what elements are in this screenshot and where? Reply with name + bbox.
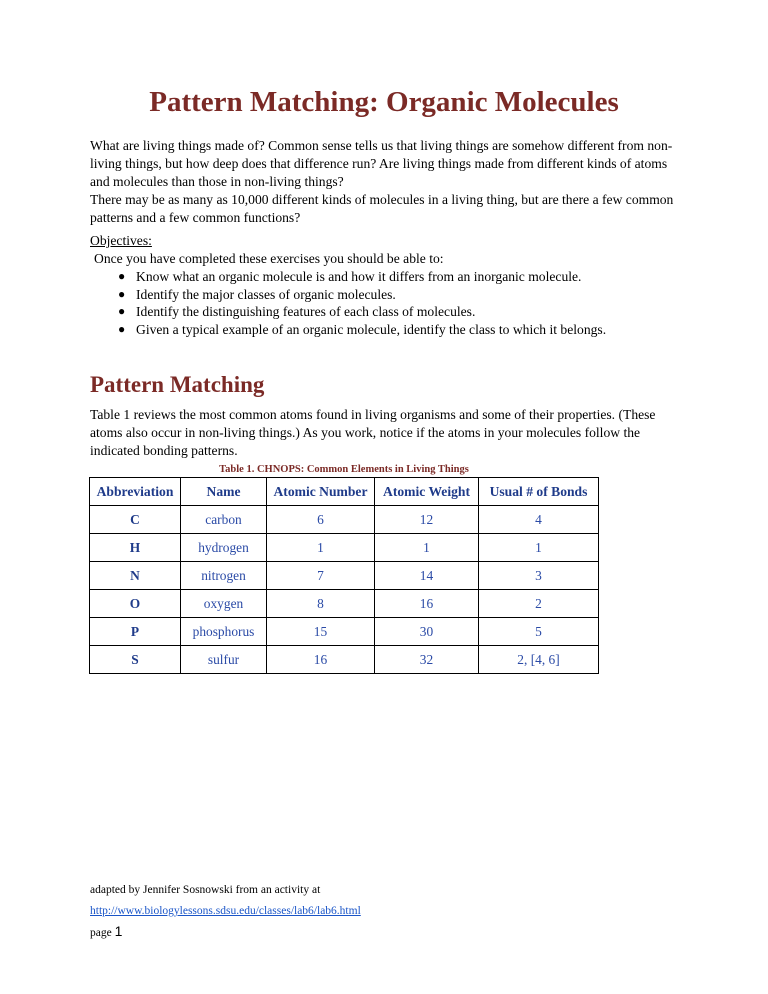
cell-atomic-number: 6 [267,506,375,534]
cell-usual-bonds: 5 [479,618,599,646]
cell-abbreviation: C [90,506,181,534]
page-number-value: 1 [114,923,123,939]
cell-usual-bonds: 3 [479,562,599,590]
cell-name: carbon [181,506,267,534]
cell-atomic-weight: 1 [375,534,479,562]
cell-abbreviation: N [90,562,181,590]
cell-atomic-number: 16 [267,646,375,674]
objective-text: Given a typical example of an organic molecule, identify the class to which it belongs. [136,321,607,337]
cell-name: phosphorus [181,618,267,646]
cell-abbreviation: S [90,646,181,674]
header-name: Name [181,478,267,506]
cell-atomic-weight: 30 [375,618,479,646]
cell-atomic-weight: 14 [375,562,479,590]
objective-item [118,268,606,286]
objective-text: Identify the major classes of organic molecules. [136,286,396,302]
header-abbreviation: Abbreviation [90,478,181,506]
cell-abbreviation: H [90,534,181,562]
objective-item [118,321,606,339]
table-header-row [90,478,599,506]
cell-atomic-number: 1 [267,534,375,562]
cell-usual-bonds: 4 [479,506,599,534]
header-atomic-weight: Atomic Weight [375,478,479,506]
cell-atomic-weight: 32 [375,646,479,674]
cell-atomic-number: 15 [267,618,375,646]
objective-item [118,303,606,321]
cell-atomic-weight: 16 [375,590,479,618]
page-number [90,923,122,939]
table-row [90,590,599,618]
intro-line-2: There may be as many as 10,000 different kinds of molecules in a living thing, but are there a few common patterns and a few common functions? [90,192,674,225]
source-link[interactable]: http://www.biologylessons.sdsu.edu/classes/lab6/lab6.html [90,905,361,917]
section-heading: Pattern Matching [90,372,265,397]
cell-usual-bonds: 1 [479,534,599,562]
cell-abbreviation: O [90,590,181,618]
table-caption: Table 1. CHNOPS: Common Elements in Living Things [219,464,469,475]
cell-name: oxygen [181,590,267,618]
cell-name: hydrogen [181,534,267,562]
footer-credit: adapted by Jennifer Sosnowski from an activity at [90,884,321,896]
table-row [90,562,599,590]
cell-atomic-number: 8 [267,590,375,618]
bullet-icon: ● [118,269,126,283]
page-title: Pattern Matching: Organic Molecules [149,86,619,118]
section-paragraph: Table 1 reviews the most common atoms found in living organisms and some of their properties. (These atoms also occur in non-living things.) As you work, notice if the atoms in your molecules follow the indicated bonding patterns. [90,407,656,458]
cell-name: nitrogen [181,562,267,590]
header-usual-bonds: Usual # of Bonds [479,478,599,506]
cell-name: sulfur [181,646,267,674]
intro-paragraph [90,137,680,227]
bullet-icon: ● [118,321,126,336]
objectives-list [118,268,606,338]
cell-abbreviation: P [90,618,181,646]
objective-item [118,286,606,304]
table-row [90,534,599,562]
table-row [90,618,599,646]
page-label: page [90,927,112,939]
table-row [90,646,599,674]
cell-usual-bonds: 2, [4, 6] [479,646,599,674]
objectives-heading: Objectives: [90,233,152,248]
header-atomic-number: Atomic Number [267,478,375,506]
bullet-icon: ● [118,304,126,319]
cell-atomic-number: 7 [267,562,375,590]
cell-atomic-weight: 12 [375,506,479,534]
bullet-icon: ● [118,286,126,301]
objectives-lead: Once you have completed these exercises you should be able to: [94,251,444,266]
elements-table [89,477,599,674]
intro-line-1: What are living things made of? Common sense tells us that living things are somehow different from non-living things, but how deep does that difference run? Are living things made from different kinds of atoms and molecules than those in non-living things? [90,138,673,189]
cell-usual-bonds: 2 [479,590,599,618]
objective-text: Know what an organic molecule is and how it differs from an inorganic molecule. [136,269,582,284]
objective-text: Identify the distinguishing features of each class of molecules. [136,304,476,320]
table-row [90,506,599,534]
